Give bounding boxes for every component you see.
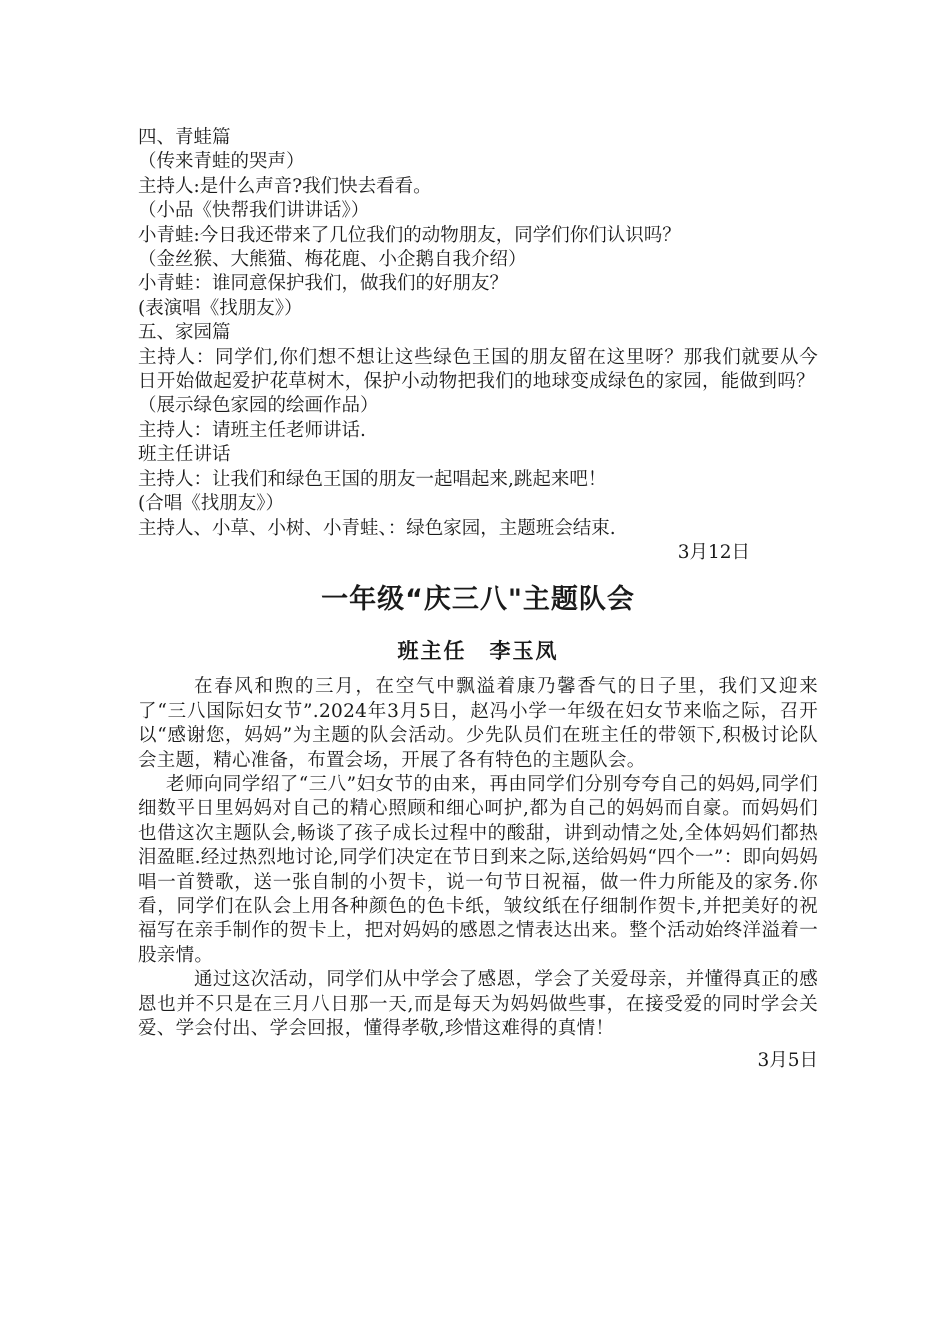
frog-line: 小青蛙:今日我还带来了几位我们的动物朋友，同学们你们认识吗？ — [138, 224, 681, 246]
stage-direction: (合唱《找朋友》） — [138, 493, 284, 515]
frog-line: 小青蛙：谁同意保护我们，做我们的好朋友？ — [138, 273, 509, 295]
stage-direction: （展示绿色家园的绘画作品） — [138, 395, 379, 417]
article-paragraph: 通过这次活动，同学们从中学会了感恩，学会了关爱母亲，并懂得真正的感恩也并不只是在三月八日那一天,而是每天为妈妈做些事，在接受爱的同时学会关爱、学会付出、学会回报，懂得孝敬,珍惜这难得的真情！ — [138, 969, 818, 1039]
section-heading-frog: 四、青蛙篇 — [138, 127, 231, 148]
article-paragraph: 老师向同学绍了“三八”妇女节的由来，再由同学们分别夸夸自己的妈妈,同学们细数平日里妈妈对自己的精心照顾和细心呵护,都为自己的妈妈而自豪。而妈妈们也借这次主题队会,畅谈了孩子成长过程中的酸甜，讲到动情之处,全体妈妈们都热泪盈眶.经过热烈地讨论,同学们决定在节日到来之际,送给妈妈“四个一”：即向妈妈唱一首赞歌，送一张自制的小贺卡，说一句节日祝福，做一件力所能及的家务.你看，同学们在队会上用各种颜色的色卡纸，皱纹纸在仔细制作贺卡,并把美好的祝福写在亲手制作的贺卡上，把对妈妈的感恩之情表达出来。整个活动始终洋溢着一股亲情。 — [138, 773, 818, 966]
stage-direction: （金丝猴、大熊猫、梅花鹿、小企鹅自我介绍） — [138, 249, 527, 271]
host-line: 主持人：请班主任老师讲话. — [138, 419, 366, 441]
stage-direction: (表演唱《找朋友》） — [138, 297, 303, 319]
document-page — [138, 126, 818, 1074]
host-line: 主持人：让我们和绿色王国的朋友一起唱起来,跳起来吧！ — [138, 468, 607, 490]
teacher-speech: 班主任讲话 — [138, 444, 231, 466]
article-paragraph: 在春风和煦的三月，在空气中飘溢着康乃馨香气的日子里，我们又迎来了“三八国际妇女节”.2024年3月5日，赵冯小学一年级在妇女节来临之际，召开以“感谢您，妈妈”为主题的队会活动。少先队员们在班主任的带领下,积极讨论队会主题，精心准备，布置会场，开展了各有特色的主题队会。 — [138, 676, 818, 771]
section-heading-home: 五、家园篇 — [138, 322, 231, 344]
section-date: 3月12日 — [677, 541, 750, 563]
article-author: 班主任 李玉凤 — [397, 639, 559, 664]
stage-direction: （传来青蛙的哭声） — [138, 151, 305, 173]
article-date: 3月5日 — [757, 1050, 818, 1072]
article-title: 一年级“庆三八"主题队会 — [321, 584, 635, 616]
closing-line: 主持人、小草、小树、小青蛙、：绿色家园，主题班会结束. — [138, 517, 616, 539]
stage-direction: （小品《快帮我们讲讲话》） — [138, 200, 370, 222]
host-paragraph: 主持人：同学们,你们想不想让这些绿色王国的朋友留在这里呀？那我们就要从今日开始做起爱护花草树木，保护小动物把我们的地球变成绿色的家园，能做到吗？ — [138, 346, 818, 393]
host-line: 主持人:是什么声音?我们快去看看。 — [138, 175, 432, 197]
